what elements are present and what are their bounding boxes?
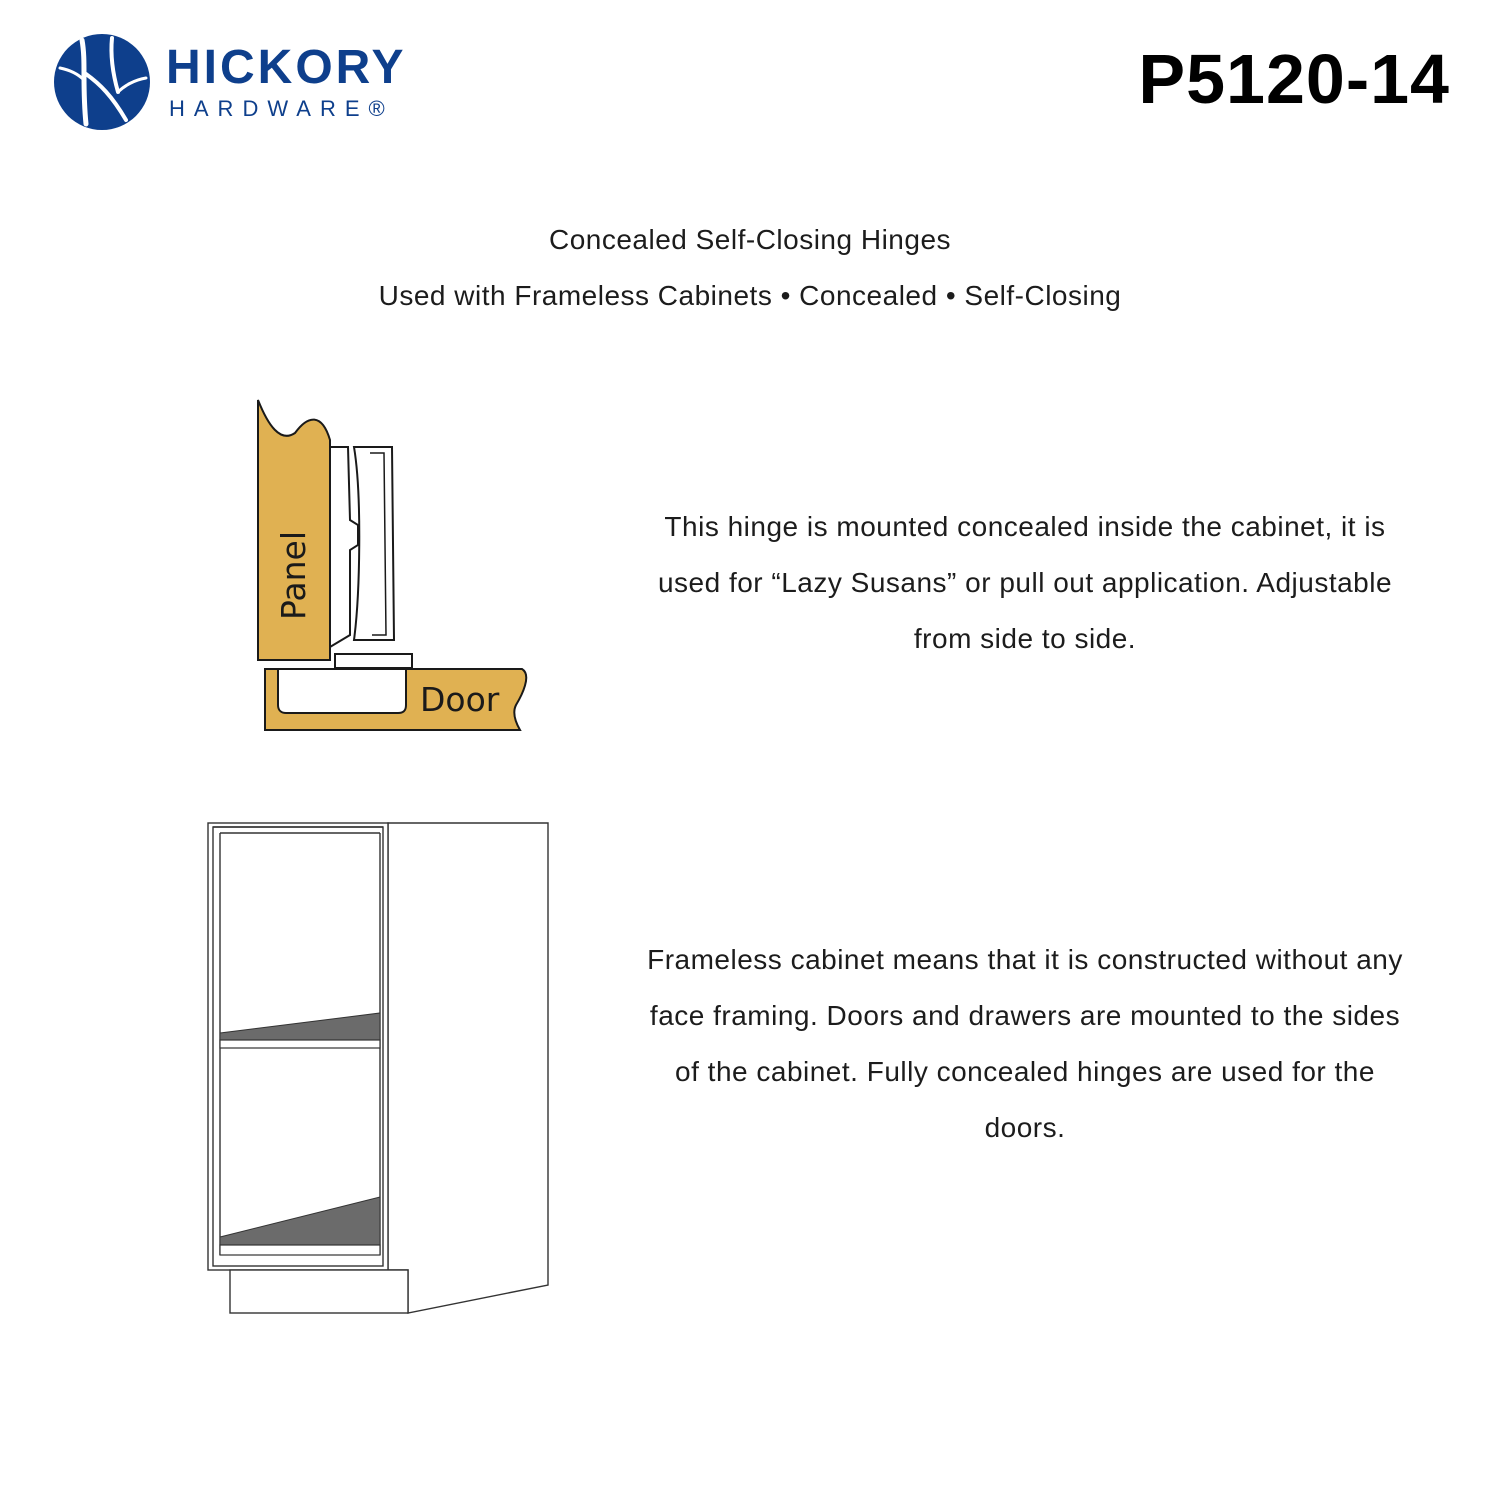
hinge-cup	[278, 669, 406, 713]
panel-board	[258, 400, 330, 660]
hinge-description: This hinge is mounted concealed inside the cabinet, it is used for “Lazy Susans” or pull out application. Adjustable from side to side.	[657, 511, 1393, 654]
hinge-diagram	[250, 395, 540, 740]
panel-label: Panel	[274, 530, 313, 620]
product-features: Used with Frameless Cabinets • Concealed • Self-Closing	[378, 280, 1122, 311]
brand-name: HICKORY	[166, 41, 407, 94]
cabinet-side-panel	[388, 823, 548, 1313]
hickory-logo-icon	[52, 32, 152, 132]
brand-logo	[52, 32, 412, 134]
cabinet-base	[230, 1270, 408, 1313]
door-label: Door	[420, 680, 500, 719]
part-number: P5120-14	[1138, 40, 1450, 118]
product-title: Concealed Self-Closing Hinges	[548, 224, 952, 255]
hinge-arm-icon	[330, 447, 358, 647]
hinge-mount-plate	[335, 654, 412, 668]
cabinet-description: Frameless cabinet means that it is constructed without any face framing. Doors and drawers are mounted to the sides of the cabinet. Fully concealed hinges are used for the doors.	[647, 944, 1403, 1143]
brand-subname: HARDWARE®	[169, 96, 394, 121]
frameless-cabinet-diagram	[200, 815, 560, 1320]
